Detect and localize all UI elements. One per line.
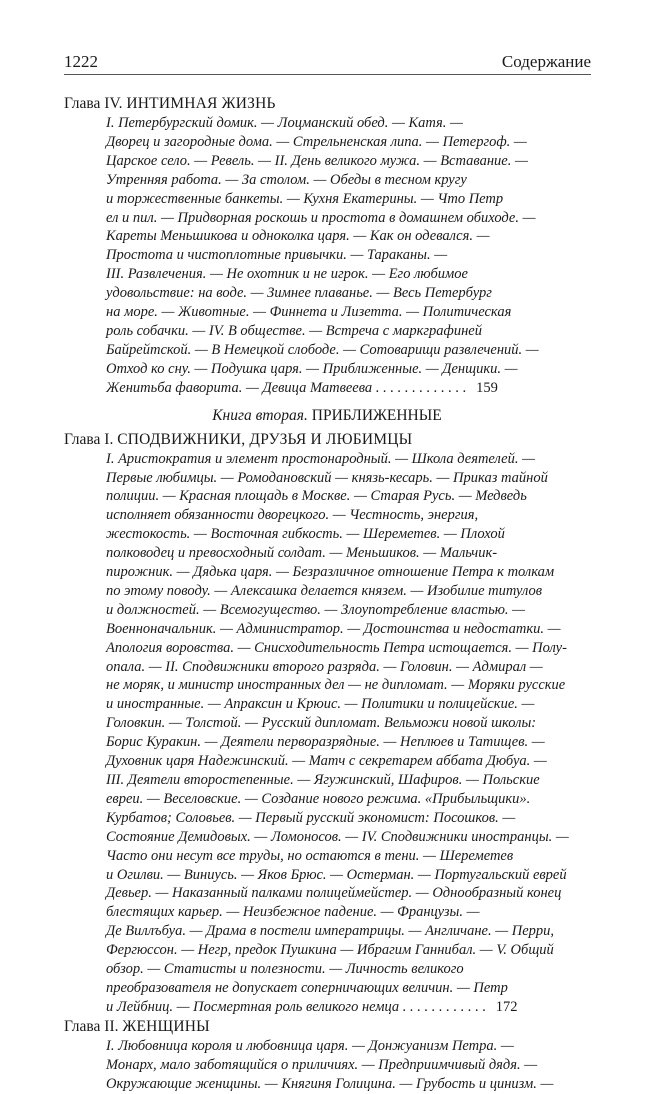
summary-line: по этому поводу. — Алексашка делается князем. — Изобилие титулов bbox=[106, 582, 543, 599]
chapter-summary bbox=[106, 114, 590, 398]
leader-dots: . . . . . . . . . . . . . bbox=[372, 379, 471, 396]
summary-line-text: Женитьба фаворита. — Девица Матвеева bbox=[106, 379, 373, 396]
summary-line: пирожник. — Дядька царя. — Безразличное отношение Петра к толкам bbox=[106, 564, 555, 581]
chapter-title: ЖЕНЩИНЫ bbox=[122, 1017, 210, 1035]
summary-line: Байрейтской. — В Немецкой слободе. — Сотоварищи развлечений. — bbox=[106, 341, 539, 358]
summary-line: Простота и чистоплотные привычки. — Тараканы. — bbox=[106, 247, 448, 264]
chapter-label: Глава IV. bbox=[64, 95, 123, 112]
chapter-title: ИНТИМНАЯ ЖИЗНЬ bbox=[126, 95, 276, 112]
summary-line: Состояние Демидовых. — Ломоносов. — IV. Сподвижники иностранцы. — bbox=[106, 828, 569, 845]
chapter-summary bbox=[106, 1037, 590, 1094]
summary-line: I. Петербургский домик. — Лоцманский обед. — Катя. — bbox=[106, 115, 463, 131]
book-label: Книга вторая. bbox=[212, 406, 308, 424]
summary-line: Курбатов; Соловьев. — Первый русский экономист: Посошков. — bbox=[106, 809, 516, 826]
summary-line: жестокость. — Восточная гибкость. — Шереметев. — Плохой bbox=[106, 526, 505, 543]
chapter-summary bbox=[106, 450, 590, 1017]
summary-line: обзор. — Статисты и полезности. — Личность великого bbox=[106, 961, 464, 978]
running-title: Содержание bbox=[501, 52, 591, 71]
chapter-heading bbox=[64, 94, 590, 114]
summary-line: преобразователя не допускает соперничающих величин. — Петр bbox=[106, 979, 508, 996]
summary-line: Царское село. — Ревель. — II. День великого мужа. — Вставание. — bbox=[106, 152, 528, 169]
book-heading bbox=[64, 406, 590, 426]
summary-line: полководец и превосходный солдат. — Меньшиков. — Мальчик- bbox=[106, 545, 498, 562]
summary-line: Апология воровства. — Снисходительность Петра истощается. — Полу- bbox=[106, 639, 567, 656]
summary-line: Духовник царя Надежинский. — Матч с секретарем аббата Дюбуа. — bbox=[106, 753, 547, 770]
summary-line: исполняет обязанности дворецкого. — Честность, энергия, bbox=[106, 507, 479, 524]
summary-line: III. Деятели второстепенные. — Ягужинский, Шафиров. — Польские bbox=[106, 772, 540, 788]
summary-line: Де Виллъбуа. — Драма в постели императрицы. — Англичане. — Перри, bbox=[106, 923, 555, 940]
summary-line: Дворец и загородные дома. — Стрельненская липа. — Петергоф. — bbox=[106, 133, 527, 150]
page-ref: 172 bbox=[495, 998, 518, 1015]
summary-line: Головкин. — Толстой. — Русский дипломат. Вельможи новой школы: bbox=[106, 715, 537, 732]
summary-line: I. Аристократия и элемент простонародный. — Школа деятелей. — bbox=[106, 450, 535, 467]
page-ref: 159 bbox=[476, 379, 498, 396]
chapter-label: Глава I. bbox=[64, 430, 114, 448]
leader-dots: . . . . . . . . . . . . bbox=[399, 998, 490, 1015]
summary-line: Фергюссон. — Негр, предок Пушкина — Ибрагим Ганнибал. — V. Общий bbox=[106, 942, 554, 959]
summary-line-last bbox=[106, 998, 590, 1017]
toc-content bbox=[64, 94, 590, 1094]
summary-line: Окружающие женщины. — Княгиня Голицина. — Грубость и цинизм. — bbox=[106, 1075, 554, 1092]
running-header bbox=[64, 52, 591, 75]
summary-line: полиции. — Красная площадь в Москве. — Старая Русь. — Медведь bbox=[106, 488, 527, 505]
summary-line: роль собачки. — IV. В обществе. — Встреча с маркграфиней bbox=[106, 322, 482, 339]
summary-line: и иностранные. — Апраксин и Крюис. — Политики и полицейские. — bbox=[106, 696, 535, 713]
book-title: ПРИБЛИЖЕННЫЕ bbox=[311, 406, 442, 424]
summary-line: Монарх, мало заботящийся о приличиях. — Предприимчивый дядя. — bbox=[106, 1056, 538, 1073]
summary-line: Часто они несут все труды, но остаются в тени. — Шереметев bbox=[106, 847, 514, 864]
summary-line: Отход ко сну. — Подушка царя. — Приближенные. — Денщики. — bbox=[106, 360, 518, 377]
summary-line: I. Любовница короля и любовница царя. — Донжуанизм Петра. — bbox=[106, 1037, 514, 1054]
chapter-label: Глава II. bbox=[64, 1017, 119, 1035]
chapter-heading bbox=[64, 430, 590, 450]
chapter-title: СПОДВИЖНИКИ, ДРУЗЬЯ И ЛЮБИМЦЫ bbox=[117, 430, 413, 448]
summary-line: Военноначальник. — Администратор. — Достоинства и недостатки. — bbox=[106, 620, 561, 637]
summary-line: и Огилви. — Виниусь. — Яков Брюс. — Остерман. — Португальский еврей bbox=[106, 866, 567, 883]
summary-line: блестящих карьер. — Неизбежное падение. — Французы. — bbox=[106, 904, 480, 921]
summary-line: не моряк, и министр иностранных дел — не дипломат. — Моряки русские bbox=[106, 677, 566, 694]
summary-line: III. Развлечения. — Не охотник и не игрок. — Его любимое bbox=[106, 266, 468, 283]
summary-line: удовольствие: на воде. — Зимнее плаванье. — Весь Петербург bbox=[106, 285, 492, 302]
summary-line: на море. — Животные. — Финнета и Лизетта. — Политическая bbox=[106, 304, 512, 321]
summary-line-last bbox=[106, 379, 590, 398]
summary-line-text: и Лейбниц. — Посмертная роль великого немца bbox=[106, 998, 400, 1015]
summary-line: Кареты Меньшикова и одноколка царя. — Как он одевался. — bbox=[106, 228, 490, 245]
summary-line: ел и пил. — Придворная роскошь и простота в домашнем обиходе. — bbox=[106, 209, 536, 226]
summary-line: и торжественные банкеты. — Кухня Екатерины. — Что Петр bbox=[106, 190, 504, 207]
summary-line: Борис Куракин. — Деятели перворазрядные. — Неплюев и Татищев. — bbox=[106, 734, 545, 751]
summary-line: и должностей. — Всемогущество. — Злоупотребление властью. — bbox=[106, 601, 526, 618]
summary-line: опала. — II. Сподвижники второго разряда. — Головин. — Адмирал — bbox=[106, 658, 543, 675]
summary-line: Утренняя работа. — За столом. — Обеды в тесном кругу bbox=[106, 171, 467, 188]
page-number: 1222 bbox=[64, 52, 98, 71]
summary-line: Первые любимцы. — Ромодановский — князь-кесарь. — Приказ тайной bbox=[106, 469, 548, 486]
chapter-heading bbox=[64, 1017, 590, 1037]
summary-line: Девьер. — Наказанный палками полицеймейстер. — Однообразный конец bbox=[106, 885, 562, 902]
summary-line: евреи. — Веселовские. — Создание нового режима. «Прибыльщики». bbox=[106, 790, 531, 807]
